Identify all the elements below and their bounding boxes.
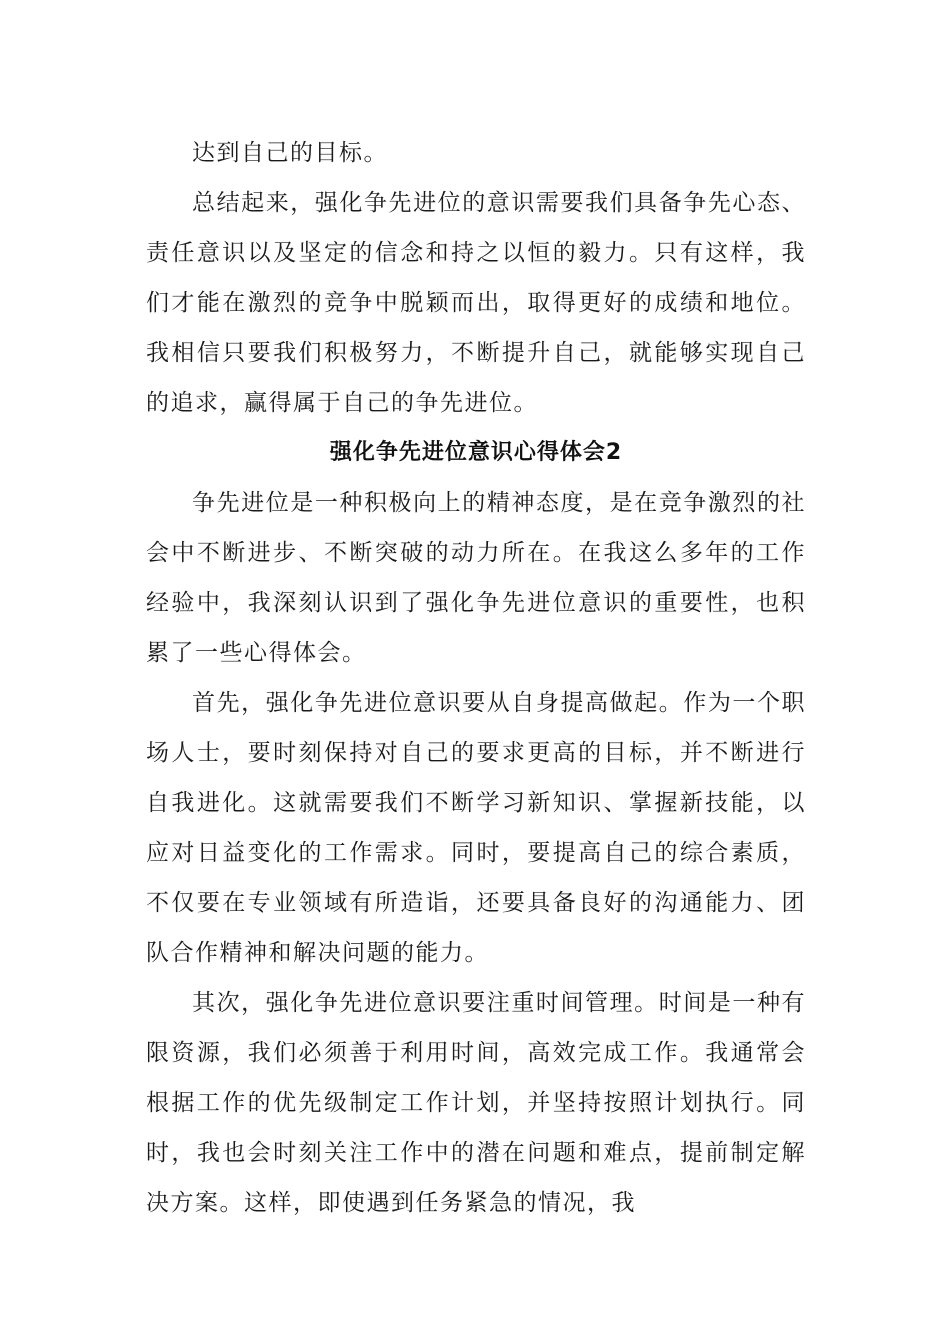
paragraph-summary: 总结起来，强化争先进位的意识需要我们具备争先心态、责任意识以及坚定的信念和持之以恒的毅力。只有这样，我们才能在激烈的竞争中脱颖而出，取得更好的成绩和地位。我相信只要我们积极努力，不断提升自己，就能够实现自己的追求，赢得属于自己的争先进位。 [146,190,806,416]
paragraph-intro: 争先进位是一种积极向上的精神态度，是在竞争激烈的社会中不断进步、不断突破的动力所在。在我这么多年的工作经验中，我深刻认识到了强化争先进位意识的重要性，也积累了一些心得体会。 [146,490,806,666]
paragraph-second-point: 其次，强化争先进位意识要注重时间管理。时间是一种有限资源，我们必须善于利用时间，高效完成工作。我通常会根据工作的优先级制定工作计划，并坚持按照计划执行。同时，我也会时刻关注工作中的潜在问题和难点，提前制定解决方案。这样，即使遇到任务紧急的情况，我 [146,990,806,1216]
paragraph-continuation: 达到自己的目标。 [192,140,388,166]
paragraph-first-point: 首先，强化争先进位意识要从自身提高做起。作为一个职场人士，要时刻保持对自己的要求更高的目标，并不断进行自我进化。这就需要我们不断学习新知识、掌握新技能，以应对日益变化的工作需求。同时，要提高自己的综合素质，不仅要在专业领域有所造诣，还要具备良好的沟通能力、团队合作精神和解决问题的能力。 [146,690,806,966]
section-heading: 强化争先进位意识心得体会2 [329,440,623,465]
document-body [146,128,806,1228]
